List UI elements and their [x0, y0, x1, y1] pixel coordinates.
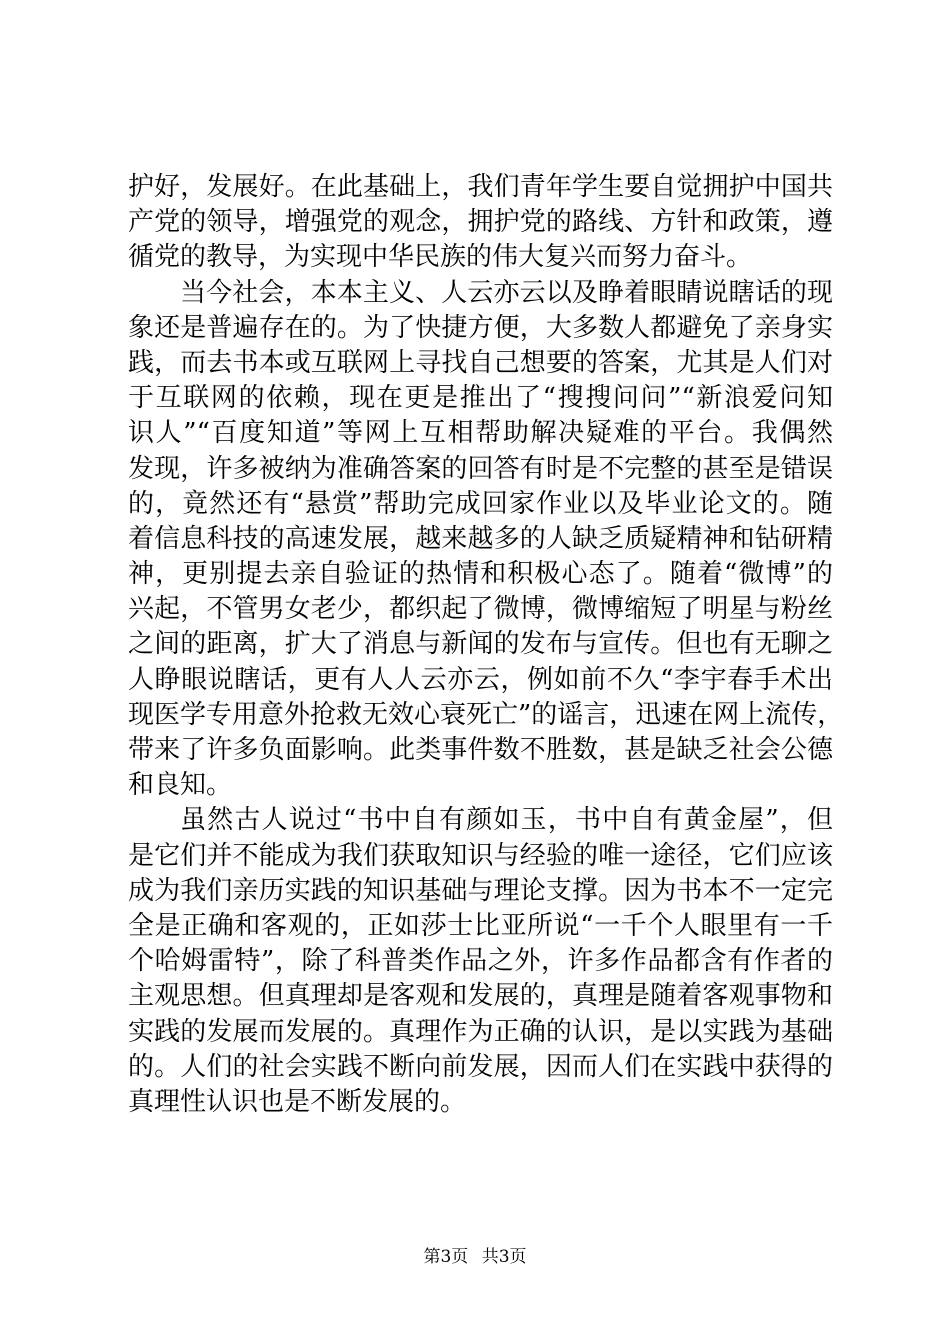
text-line: 的。人们的社会实践不断向前发展，因而人们在实践中获得的	[128, 1051, 833, 1082]
document-body	[128, 170, 844, 1120]
text-line: 于互联网的依赖，现在更是推出了“搜搜问问”“新浪爱问知	[128, 383, 833, 414]
text-line: 人睁眼说瞎话，更有人人云亦云，例如前不久“李宇春手术出	[128, 664, 833, 695]
text-line: 真理性认识也是不断发展的。	[128, 1086, 467, 1117]
text-line: 个哈姆雷特”，除了科普类作品之外，许多作品都含有作者的	[128, 946, 833, 977]
text-line: 现医学专用意外抢救无效心衰死亡”的谣言，迅速在网上流传，	[128, 699, 844, 730]
text-line: 象还是普遍存在的。为了快捷方便，大多数人都避免了亲身实	[128, 312, 833, 343]
text-line: 护好，发展好。在此基础上，我们青年学生要自觉拥护中国共	[128, 172, 833, 202]
text-line: 神，更别提去亲自验证的热情和积极心态了。随着“微博”的	[128, 559, 833, 590]
text-line: 全是正确和客观的，正如莎士比亚所说“一千个人眼里有一千	[128, 910, 833, 941]
text-line: 和良知。	[128, 770, 233, 801]
text-line: 成为我们亲历实践的知识基础与理论支撑。因为书本不一定完	[128, 875, 833, 906]
page-total: 共3页	[481, 1247, 527, 1267]
text-line: 实践的发展而发展的。真理作为正确的认识，是以实践为基础	[128, 1016, 833, 1047]
text-line: 当今社会，本本主义、人云亦云以及睁着眼睛说瞎话的现	[180, 277, 833, 308]
text-line: 之间的距离，扩大了消息与新闻的发布与宣传。但也有无聊之	[128, 629, 833, 660]
paragraph	[128, 276, 844, 804]
text-line: 兴起，不管男女老少，都织起了微博，微博缩短了明星与粉丝	[128, 594, 833, 625]
text-line: 着信息科技的高速发展，越来越多的人缺乏质疑精神和钻研精	[128, 523, 833, 554]
text-line: 践，而去书本或互联网上寻找自己想要的答案，尤其是人们对	[128, 347, 833, 378]
text-line: 发现，许多被纳为准确答案的回答有时是不完整的甚至是错误	[128, 453, 833, 484]
text-line: 带来了许多负面影响。此类事件数不胜数，甚是缺乏社会公德	[128, 735, 833, 765]
text-line: 主观思想。但真理却是客观和发展的，真理是随着客观事物和	[128, 981, 833, 1012]
text-line: 虽然古人说过“书中自有颜如玉，书中自有黄金屋”，但	[180, 805, 833, 836]
text-line: 的，竟然还有“悬赏”帮助完成回家作业以及毕业论文的。随	[128, 488, 833, 519]
paragraph	[128, 803, 833, 1120]
text-line: 识人”“百度知道”等网上互相帮助解决疑难的平台。我偶然	[128, 418, 833, 449]
text-line: 产党的领导，增强党的观念，拥护党的路线、方针和政策，遵	[128, 207, 833, 238]
paragraph	[128, 170, 833, 276]
text-line: 是它们并不能成为我们获取知识与经验的唯一途径，它们应该	[128, 840, 833, 871]
page-number: 第3页	[423, 1247, 469, 1267]
page-footer	[0, 1246, 950, 1268]
text-line: 循党的教导，为实现中华民族的伟大复兴而努力奋斗。	[128, 242, 753, 273]
